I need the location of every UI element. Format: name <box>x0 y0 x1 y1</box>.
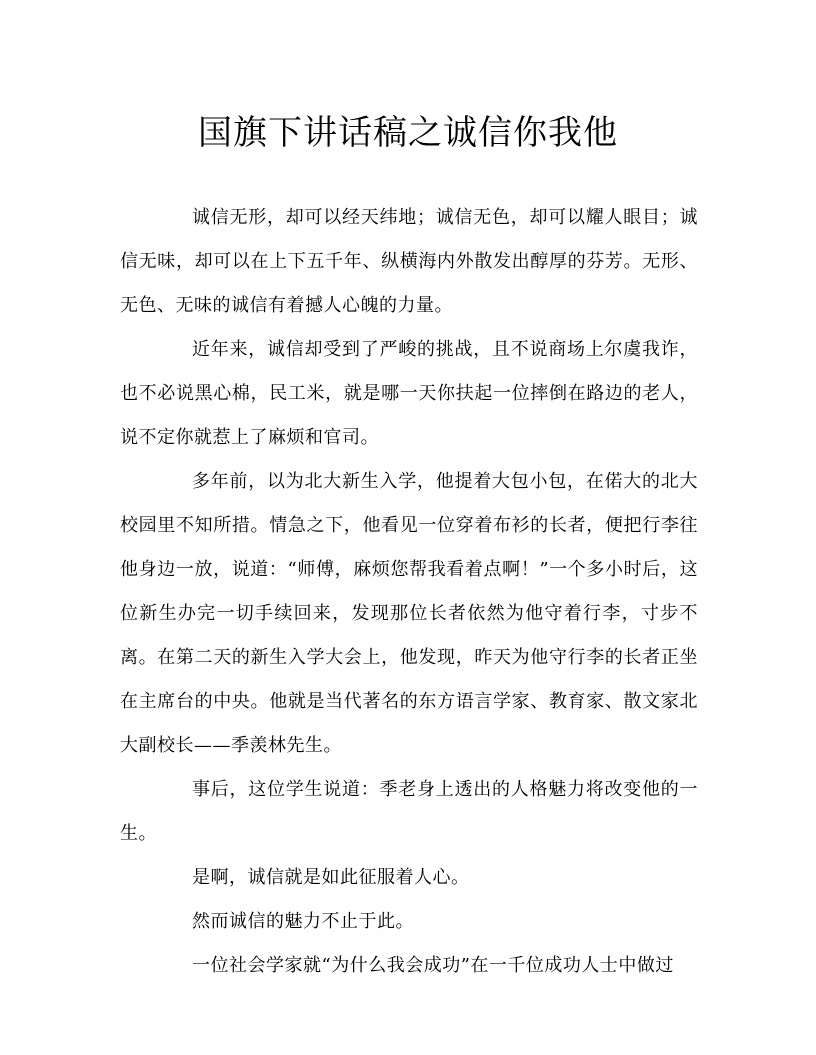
document-body <box>120 196 698 988</box>
paragraph: 一位社会学家就“为什么我会成功”在一千位成功人士中做过 <box>192 955 674 976</box>
paragraph: 然而诚信的魅力不止于此。 <box>192 911 414 932</box>
paragraph: 多年前，以为北大新生入学，他提着大包小包，在偌大的北大校园里不知所措。情急之下，他看见一位穿着布衫的长者，便把行李往他身边一放，说道：“师傅，麻烦您帮我看着点啊！”一个多小时后，这位新生办完一切手续回来，发现那位长者依然为他守着行李，寸步不离。在第二天的新生入学大会上，他发现，昨天为他守行李的长者正坐在主席台的中央。他就是当代著名的东方语言学家、教育家、散文家北大副校长——季羡林先生。 <box>120 471 698 756</box>
document-title: 国旗下讲话稿之诚信你我他 <box>198 113 618 153</box>
paragraph: 事后，这位学生说道：季老身上透出的人格魅力将改变他的一生。 <box>120 779 698 844</box>
paragraph: 是啊，诚信就是如此征服着人心。 <box>192 867 470 888</box>
paragraph: 诚信无形，却可以经天纬地；诚信无色，却可以耀人眼目；诚信无味，却可以在上下五千年、纵横海内外散发出醇厚的芬芳。无形、无色、无味的诚信有着撼人心魄的力量。 <box>120 207 698 316</box>
paragraph: 近年来，诚信却受到了严峻的挑战，且不说商场上尔虞我诈，也不必说黑心棉，民工米，就是哪一天你扶起一位摔倒在路边的老人，说不定你就惹上了麻烦和官司。 <box>120 339 698 448</box>
